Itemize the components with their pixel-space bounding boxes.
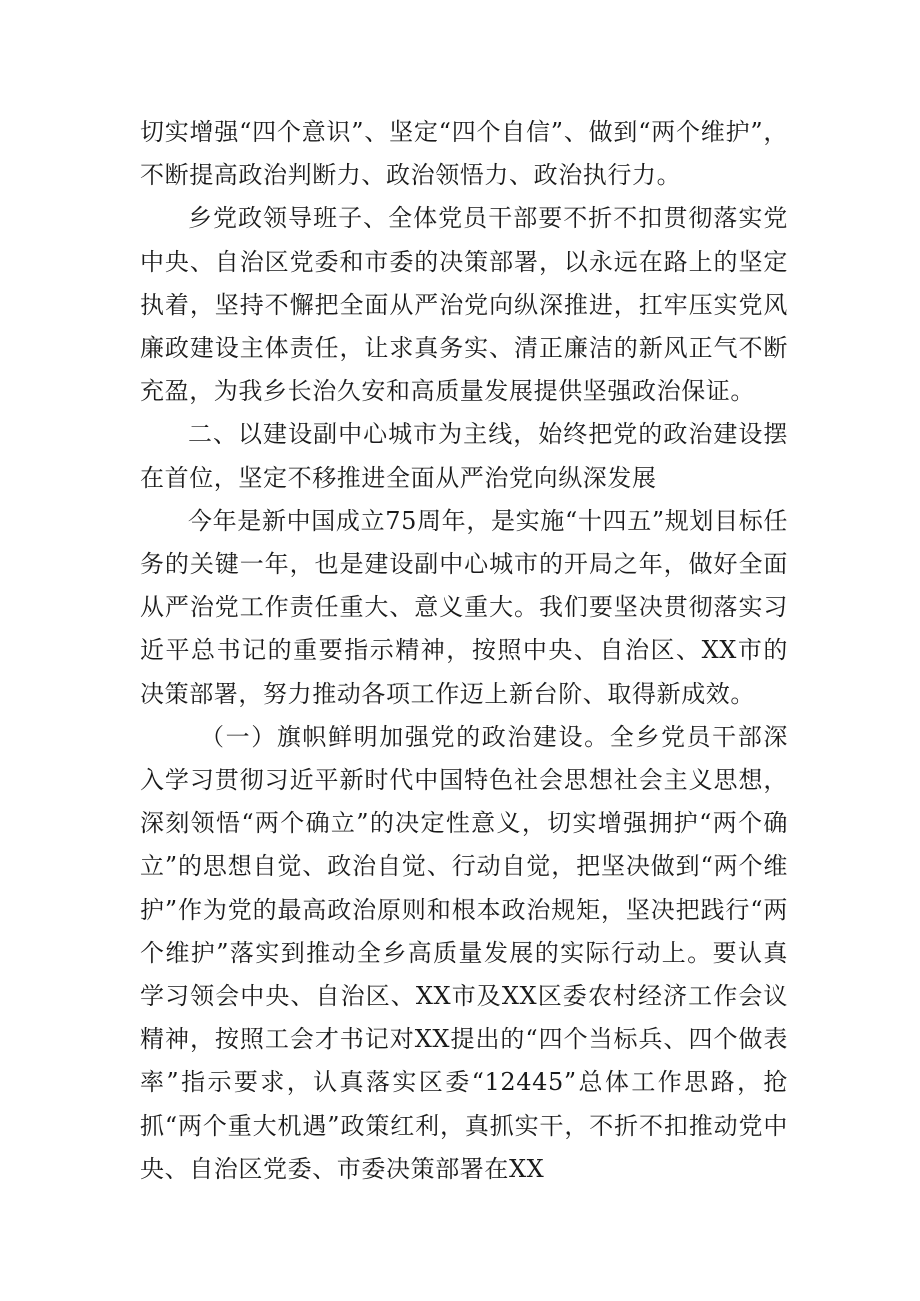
paragraph-leadership: 乡党政领导班子、全体党员干部要不折不扣贯彻落实党中央、自治区党委和市委的决策部署，以永远在路上的坚定执着，坚持不懈把全面从严治党向纵深推进，扛牢压实党风廉政建设主体责任，让求真务实、清正廉洁的新风正气不断充盈，为我乡长治久安和高质量发展提供坚强政治保证。 <box>140 204 788 406</box>
paragraph-political-building: （一）旗帜鲜明加强党的政治建设。全乡党员干部深入学习贯彻习近平新时代中国特色社会思想社会主义思想，深刻领悟“两个确立”的决定性意义，切实增强拥护“两个确立”的思想自觉、政治自觉、行动自觉，把坚决做到“两个维护”作为党的最高政治原则和根本政治规矩，坚决把践行“两个维护”落实到推动全乡高质量发展的实际行动上。要认真学习领会中央、自治区、XX市及XX区委农村经济工作会议精神，按照工会才书记对XX提出的“四个当标兵、四个做表率”指示要求，认真落实区委“12445”总体工作思路，抢抓“两个重大机遇”政策红利，真抓实干，不折不扣推动党中央、自治区党委、市委决策部署在XX <box>140 722 788 1183</box>
document-body <box>140 111 788 1191</box>
paragraph-anniversary: 今年是新中国成立75周年，是实施“十四五”规划目标任务的关键一年，也是建设副中心城市的开局之年，做好全面从严治党工作责任重大、意义重大。我们要坚决贯彻落实习近平总书记的重要指示精神，按照中央、自治区、XX市的决策部署，努力推动各项工作迈上新台阶、取得新成效。 <box>140 506 788 708</box>
section-heading-two: 二、以建设副中心城市为主线，始终把党的政治建设摆在首位，坚定不移推进全面从严治党向纵深发展 <box>140 420 788 492</box>
paragraph-continued: 切实增强“四个意识”、坚定“四个自信”、做到“两个维护”，不断提高政治判断力、政治领悟力、政治执行力。 <box>140 118 788 190</box>
